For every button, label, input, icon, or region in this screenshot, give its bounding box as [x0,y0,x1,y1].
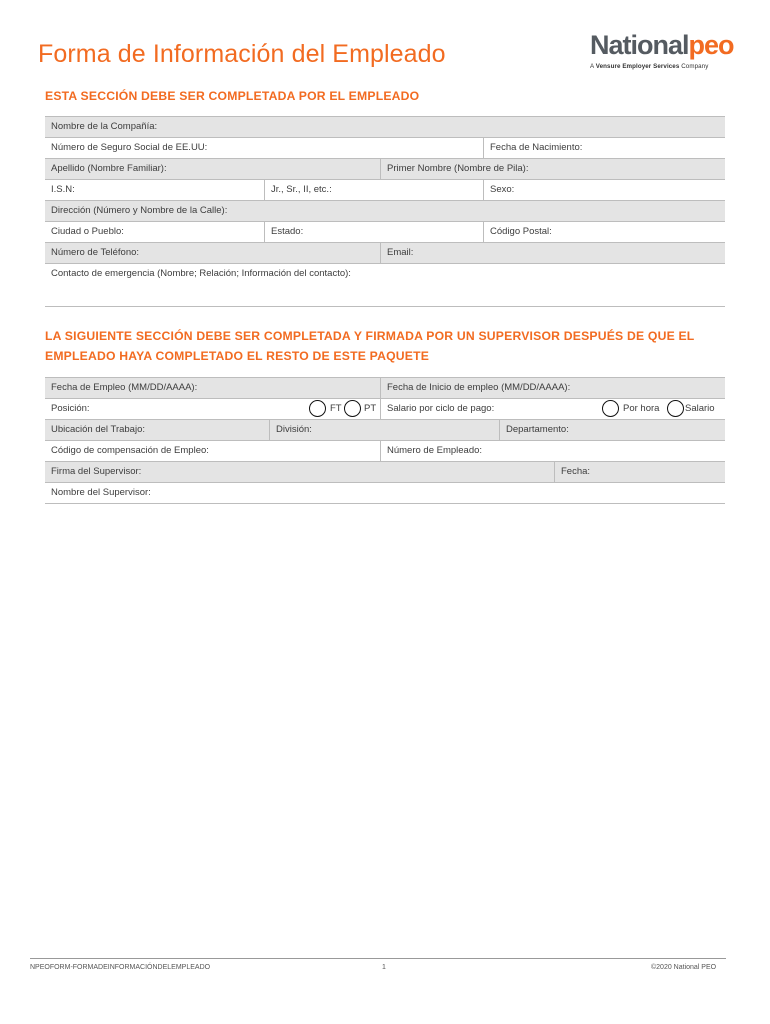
ft-label: FT [330,403,342,414]
pt-radio[interactable] [344,400,361,417]
phone-field[interactable]: Número de Teléfono: [51,247,140,258]
division-field[interactable]: División: [269,420,499,440]
company-name-row [45,116,725,138]
company-name-field[interactable]: Nombre de la Compañía: [51,121,158,132]
pt-label: PT [364,403,377,414]
supervisor-form [45,377,725,504]
contact-row [45,243,725,264]
first-name-field[interactable]: Primer Nombre (Nombre de Pila): [380,159,725,179]
email-field[interactable]: Email: [380,243,725,263]
hire-date-field[interactable]: Fecha de Empleo (MM/DD/AAAA): [51,382,198,393]
position-field[interactable]: Posición: [51,403,90,414]
isn-row [45,180,725,201]
salary-label: Salario [685,403,715,414]
page-number: 1 [382,964,386,971]
copyright: ©2020 National PEO [651,964,717,971]
position-row [45,399,725,420]
city-row [45,222,725,243]
hire-date-row [45,377,725,399]
supervisor-name-row [45,483,725,504]
company-logo [590,32,740,70]
footer-divider [30,958,726,959]
employee-form [45,116,725,307]
signature-row [45,462,725,483]
address-field[interactable]: Dirección (Número y Nombre de la Calle): [51,205,228,216]
zip-field[interactable]: Código Postal: [483,222,725,242]
signature-date-field[interactable]: Fecha: [554,462,725,482]
start-date-field[interactable]: Fecha de Inicio de empleo (MM/DD/AAAA): [380,378,725,398]
employee-number-field[interactable]: Número de Empleado: [380,441,725,461]
salary-radio[interactable] [667,400,684,417]
department-field[interactable]: Departamento: [499,420,725,440]
work-location-field[interactable]: Ubicación del Trabajo: [51,424,145,435]
sex-field[interactable]: Sexo: [483,180,725,200]
comp-code-row [45,441,725,462]
supervisor-section-heading: LA SIGUIENTE SECCIÓN DEBE SER COMPLETADA Y FIRMADA POR UN SUPERVISOR DESPUÉS DE QUE EL EMPLEADO HAYA COMPLETADO EL RESTO DE ESTE PAQUETE [45,329,695,363]
name-row [45,159,725,180]
hourly-radio[interactable] [602,400,619,417]
logo-tagline: A Vensure Employer Services Company [590,63,709,70]
ssn-field[interactable]: Número de Seguro Social de EE.UU: [51,142,208,153]
isn-field[interactable]: I.S.N: [51,184,75,195]
pay-rate-field[interactable]: Salario por ciclo de pago: [380,399,725,419]
comp-code-field[interactable]: Código de compensación de Empleo: [51,445,209,456]
last-name-field[interactable]: Apellido (Nombre Familiar): [51,163,167,174]
emergency-row [45,264,725,307]
location-row [45,420,725,441]
page-title: Forma de Información del Empleado [38,40,446,68]
logo-wordmark: Nationalpeo [590,30,734,60]
supervisor-signature-field[interactable]: Firma del Supervisor: [51,466,142,477]
ssn-row [45,138,725,159]
address-row [45,201,725,222]
employee-section-heading: ESTA SECCIÓN DEBE SER COMPLETADA POR EL EMPLEADO [45,89,420,103]
suffix-field[interactable]: Jr., Sr., II, etc.: [264,180,483,200]
birth-date-field[interactable]: Fecha de Nacimiento: [483,138,725,158]
ft-radio[interactable] [309,400,326,417]
state-field[interactable]: Estado: [264,222,483,242]
emergency-contact-field[interactable]: Contacto de emergencia (Nombre; Relación; Información del contacto): [51,268,351,279]
form-code: NPEOFORM-FORMADEINFORMACIÓNDELEMPLEADO [30,964,211,971]
hourly-label: Por hora [623,403,660,414]
supervisor-name-field[interactable]: Nombre del Supervisor: [51,487,151,498]
city-field[interactable]: Ciudad o Pueblo: [51,226,124,237]
